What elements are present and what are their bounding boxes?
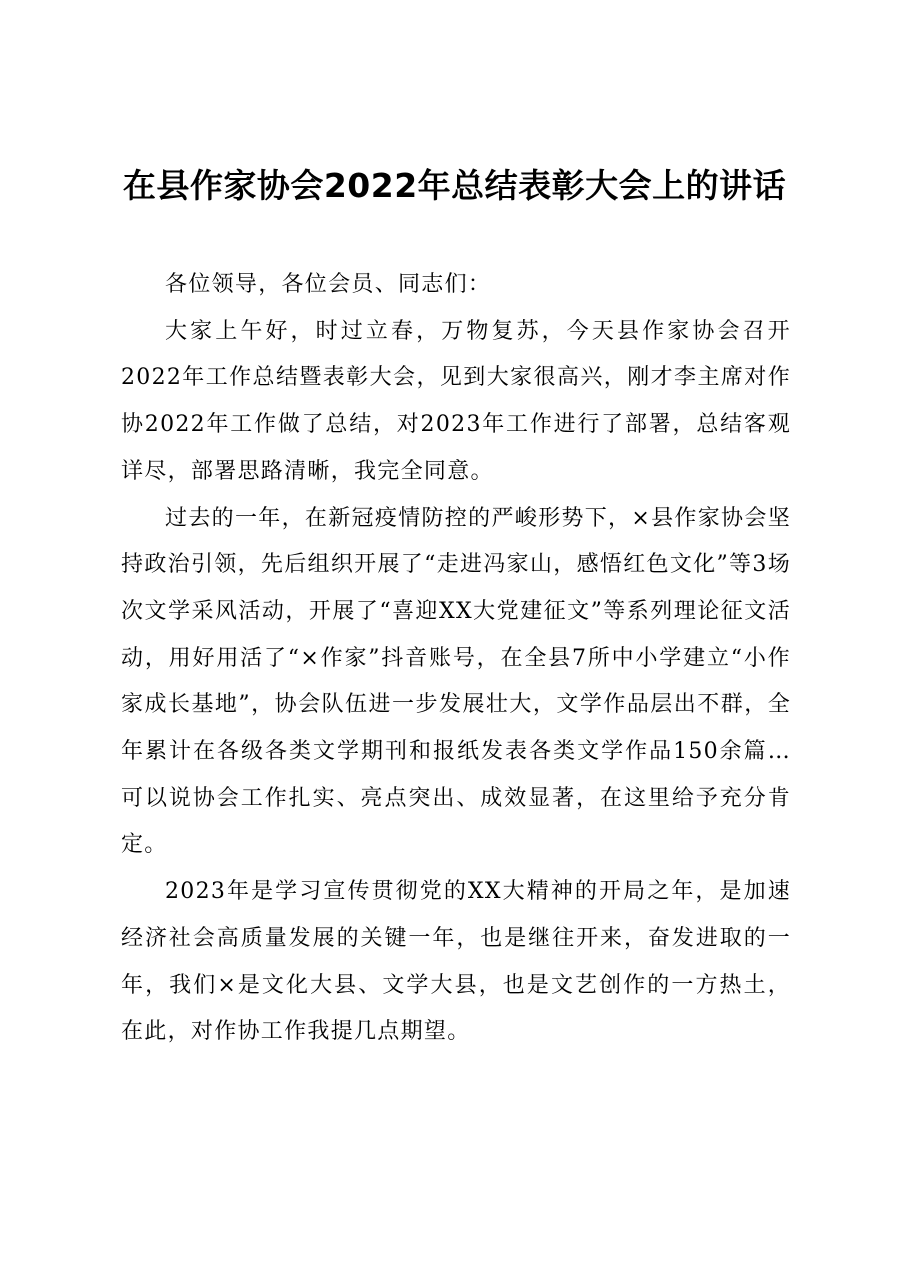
paragraph-review: 过去的一年，在新冠疫情防控的严峻形势下，×县作家协会坚持政治引领，先后组织开展了“走进冯家山，感悟红色文化”等3场次文学采风活动，开展了“喜迎XX大党建征文”等系列理论征文活动，用好用活了“×作家”抖音账号，在全县7所中小学建立“小作家成长基地”，协会队伍进一步发展壮大，文学作品层出不群，全年累计在各级各类文学期刊和报纸发表各类文学作品150余篇…可以说协会工作扎实、亮点突出、成效显著，在这里给予充分肯定。 xyxy=(121,505,791,858)
document-title: 在县作家协会2022年总结表彰大会上的讲话 xyxy=(122,166,787,205)
paragraph-outlook: 2023年是学习宣传贯彻党的XX大精神的开局之年，是加速经济社会高质量发展的关键一年，也是继往开来，奋发进取的一年，我们×是文化大县、文学大县，也是文艺创作的一方热土，在此，对作协工作我提几点期望。 xyxy=(121,879,791,1045)
document-body xyxy=(121,262,791,1056)
paragraph-opening: 大家上午好，时过立春，万物复苏，今天县作家协会召开2022年工作总结暨表彰大会，见到大家很高兴，刚才李主席对作协2022年工作做了总结，对2023年工作进行了部署，总结客观详尽，部署思路清晰，我完全同意。 xyxy=(121,318,791,484)
paragraph-salutation: 各位领导，各位会员、同志们： xyxy=(165,272,492,297)
